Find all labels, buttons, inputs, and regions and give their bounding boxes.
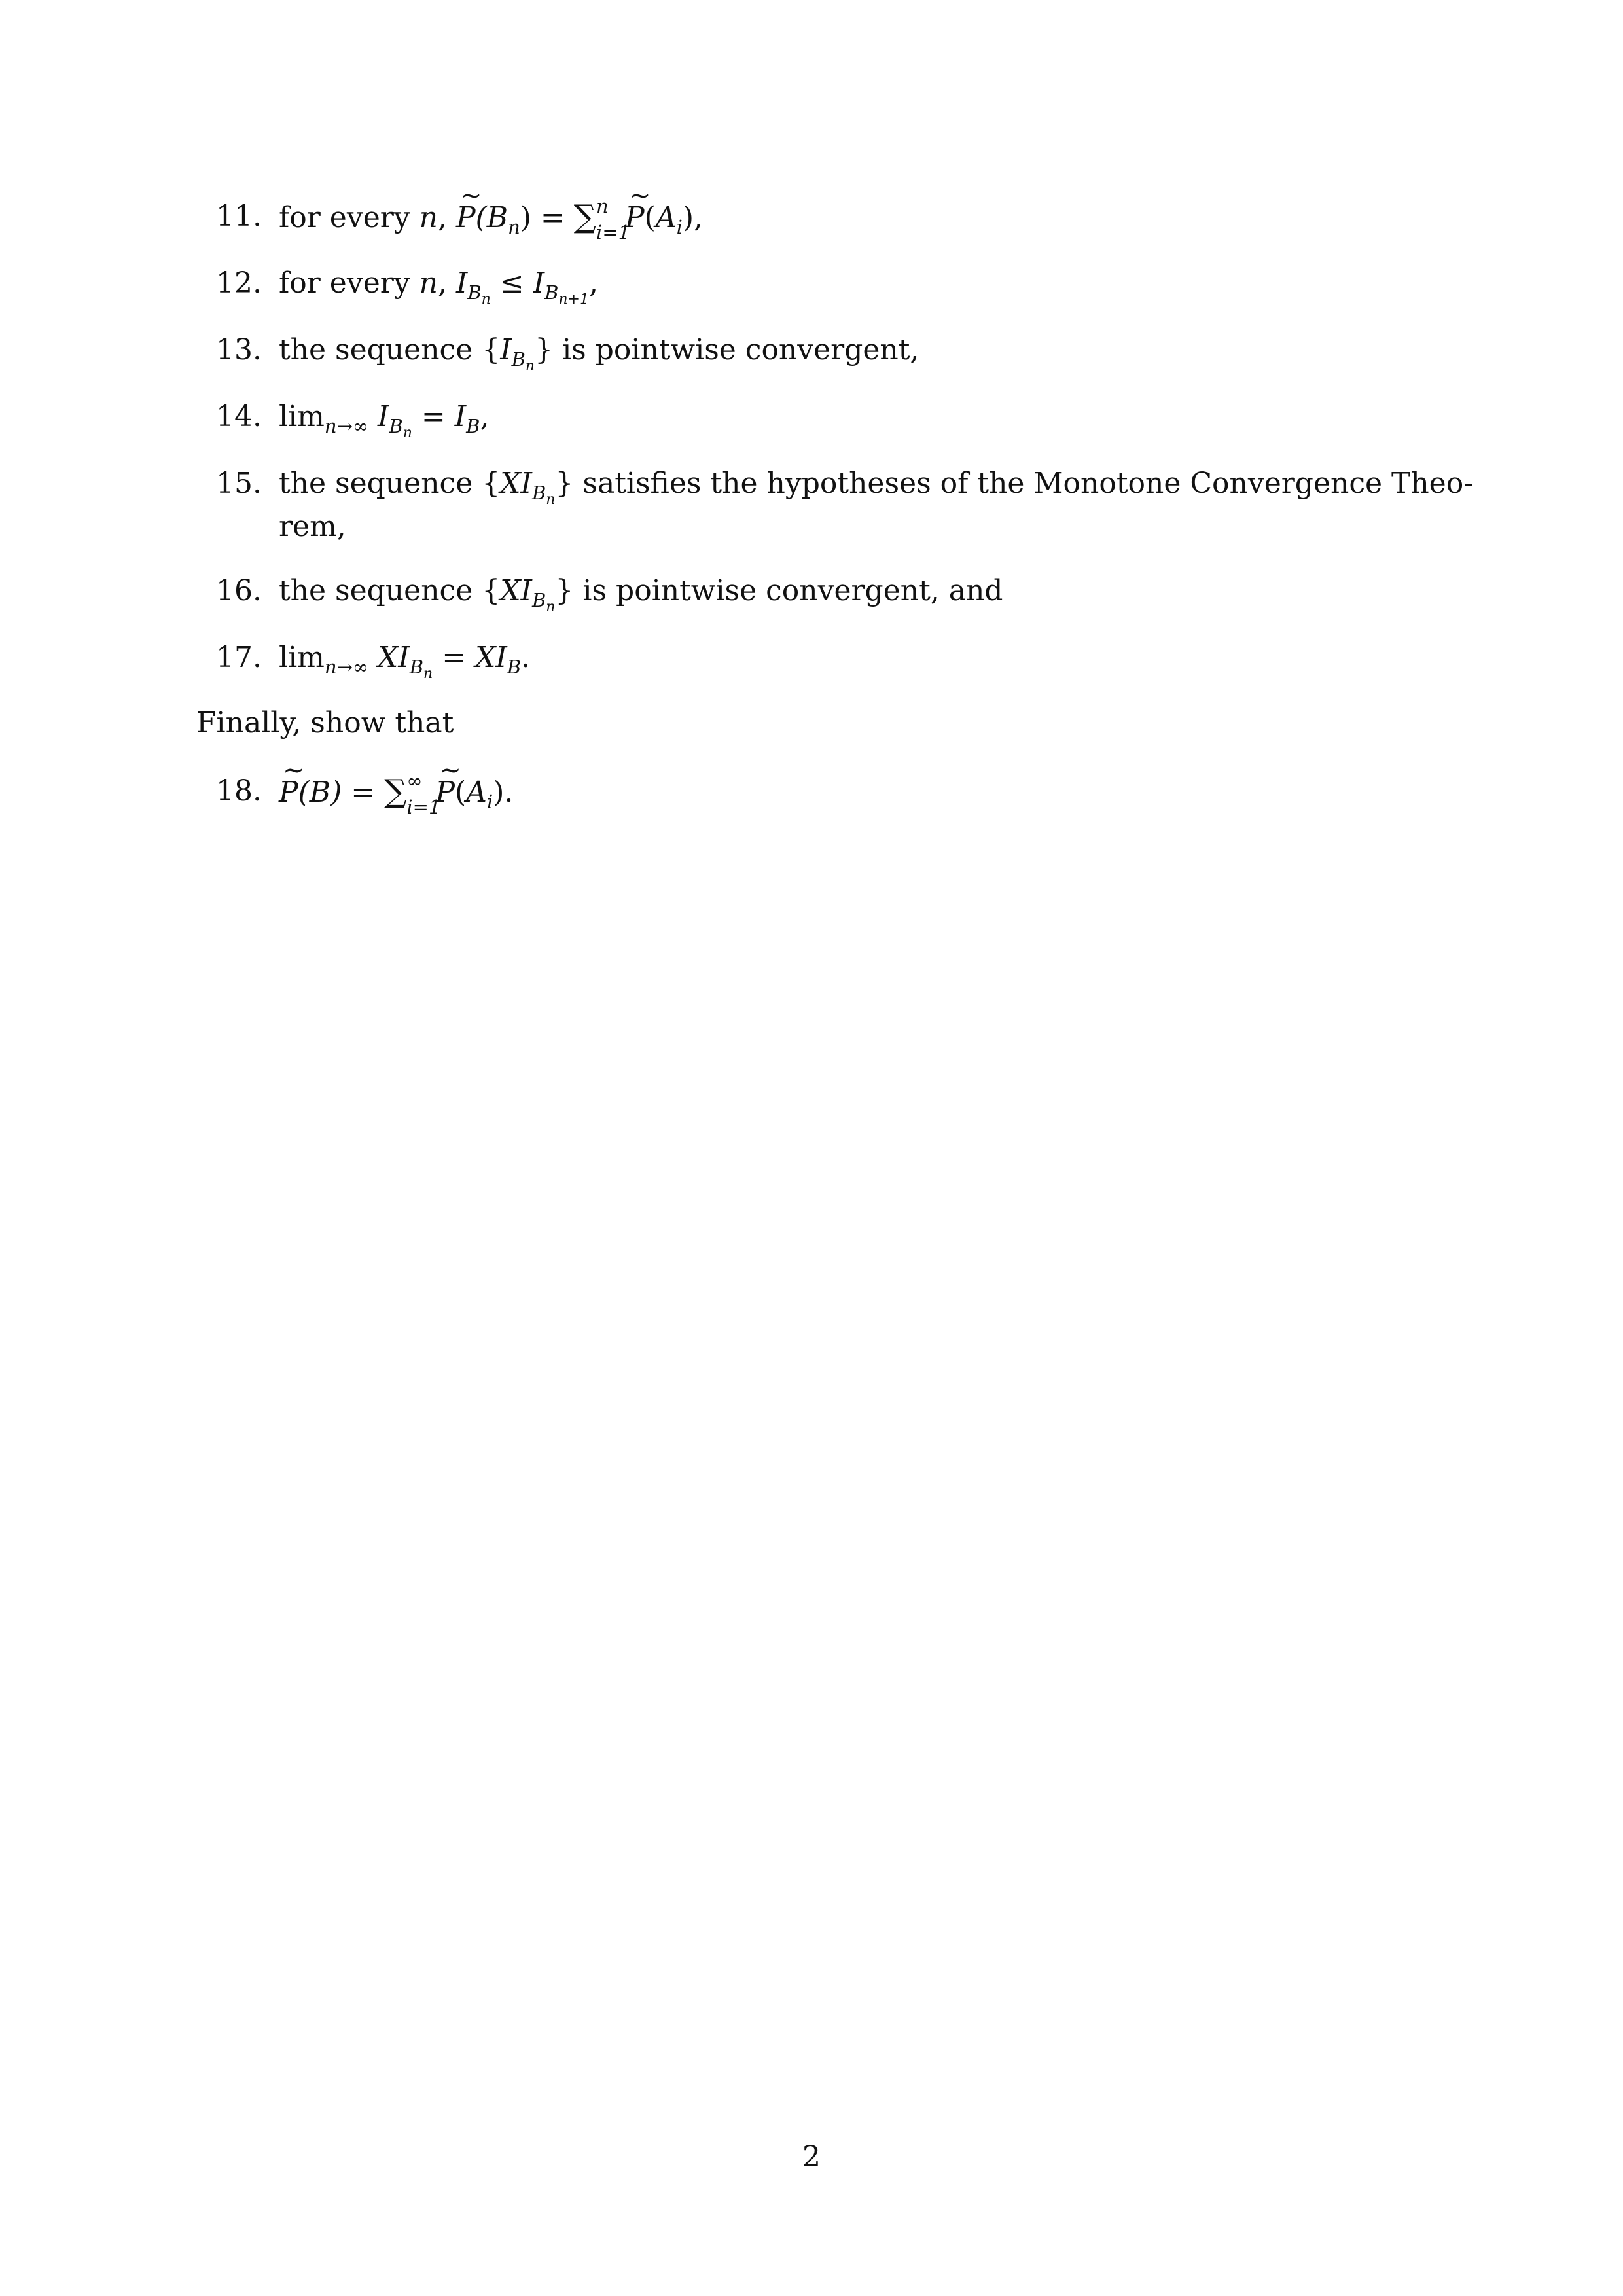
paragraph-finally: Finally, show that (196, 706, 454, 740)
item-number: 11. (216, 200, 262, 233)
list-item-15 (216, 462, 1474, 554)
sum-symbol: ∑ (573, 198, 597, 235)
item-content: the sequence $\{I_{B_n}\}$ is pointwise convergent, (279, 333, 919, 374)
item-number: 14. (216, 400, 262, 433)
item-number: 15. (216, 467, 262, 500)
item-content: the sequence $\{XI_{B_n}\}$ is pointwise convergent, and (279, 574, 1003, 615)
item-content-continued: rem, (279, 510, 346, 543)
p-tilde-symbol: ~ P (435, 771, 455, 814)
p-tilde-symbol: ~ P (625, 196, 645, 240)
item-number: 13. (216, 333, 262, 367)
item-content: $\lim_{n\to\infty} I_{B_n} = I_B$, (279, 400, 490, 441)
item-content: ~ P(B) = ∑ ∞ i=1 ~ $P(A_i)$. (279, 770, 513, 814)
p-tilde-symbol: ~ P (279, 771, 298, 814)
item-number: 17. (216, 641, 262, 674)
item-content: for every n, $I_{B_n} \le I_{B_{n+1}}$, (279, 266, 598, 308)
item-number: 18. (216, 774, 262, 808)
sum-symbol: ∑ (384, 773, 407, 810)
item-number: 12. (216, 266, 262, 300)
item-content: for every n, ~ $P(B_n)$ = ∑ n i=1 ~ $P(A_i)$, (279, 195, 703, 240)
page-number: 2 (802, 2140, 821, 2174)
item-content: the sequence $\{XI_{B_n}\}$ satisfies the hypotheses of the Monotone Convergence Theo- (279, 467, 1474, 508)
item-content: $\lim_{n\to\infty} XI_{B_n} = XI_B$. (279, 641, 531, 682)
item-number: 16. (216, 574, 262, 607)
p-tilde-symbol: ~ P (456, 196, 476, 240)
